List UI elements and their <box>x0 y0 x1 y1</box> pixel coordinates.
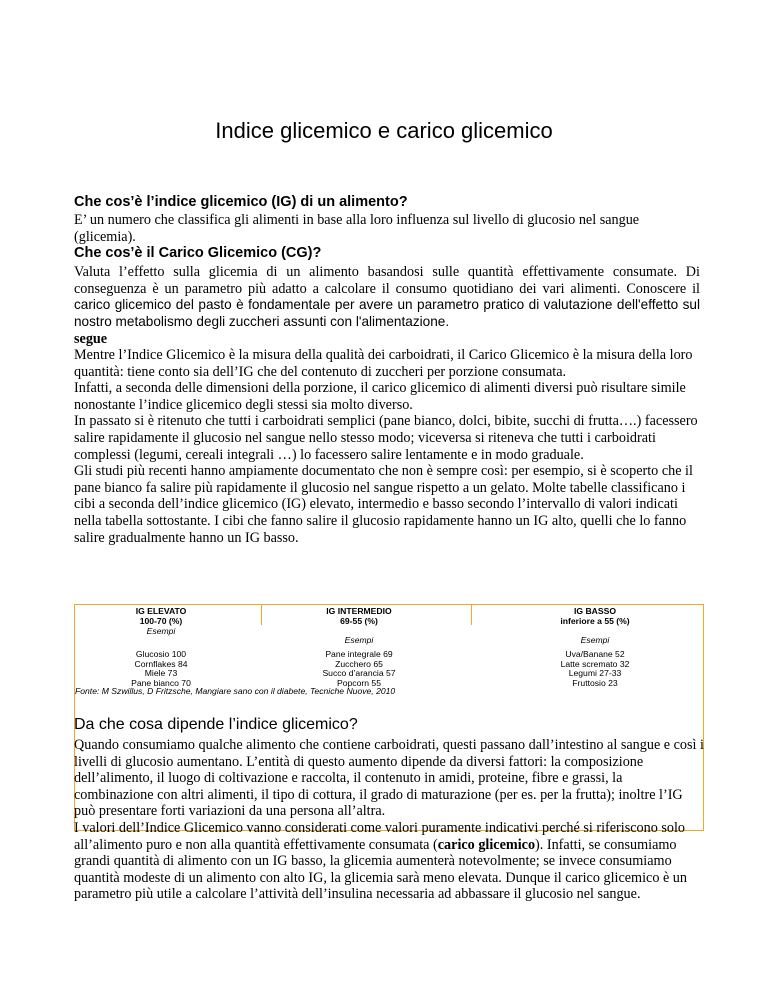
heading-what-is-gi: Che cos’è l’indice glicemico (IG) di un alimento? <box>74 194 408 210</box>
gi-item: Zucchero 65 <box>335 658 383 669</box>
gi-item: Succo d’arancia 57 <box>322 668 396 678</box>
paragraph-gi-definition: E’ un numero che classifica gli alimenti in base alla loro influenza sul livello di glucosio nel sangue (glicemia). <box>74 212 640 245</box>
paragraph-cg-definition <box>74 264 700 330</box>
gi-item: Glucosio 100 <box>135 649 187 659</box>
gi-items <box>75 650 247 688</box>
gi-item: Miele 73 <box>144 668 178 678</box>
gi-column-title: IG BASSO <box>573 606 617 616</box>
gi-column-header <box>261 607 457 626</box>
gi-item: Popcorn 55 <box>337 677 381 688</box>
document-title: Indice glicemico e carico glicemico <box>215 118 553 143</box>
gi-examples-label: Esempi <box>344 635 374 645</box>
gi-indicative-text-end: ). Infatti, se consumiamo grandi quantità di alimento con un IG basso, la glicemia aumenterà notevolmente; se invece consumiamo quantità modeste di un alimento con alto IG, la glicemia sarà meno elevata. Dunque il carico glicemico è un parametro più utile a calcolare l’attività dell’insulina necessaria ad abbassare il glucosio nel sangue. <box>74 836 687 903</box>
gi-items <box>261 650 457 688</box>
paragraph-portion-size: Infatti, a seconda delle dimensioni della porzione, il carico glicemico di alimenti diversi può risultare simile nonostante l’indice glicemico degli stessi sia molto diverso. <box>74 380 686 413</box>
gi-examples-label: Esempi <box>146 626 176 636</box>
gi-column-range: 100-70 (%) <box>139 615 183 626</box>
gi-examples-label: Esempi <box>580 635 610 645</box>
cg-definition-highlight: carico glicemico del pasto è fondamentale per avere un parametro pratico di valutazione dell'effetto sul nostro metabolismo degli zuccheri assunti con l'alimentazione. <box>74 297 700 329</box>
paragraph-gi-factors: Quando consumiamo qualche alimento che contiene carboidrati, questi passano dall’intestino al sangue e così i livelli di glucosio aumentano. L’entità di questo aumento dipende da diversi fattori: la composizione dell’alimento, il luogo di coltivazione e raccolta, il contenuto in amidi, proteine, fibre e grassi, la combinazione con altri alimenti, il tipo di cottura, il grado di maturazione (per es. per la frutta); inoltre l’IG può presentare forti variazioni da una persona all’altra. <box>74 737 704 820</box>
gi-indicative-bold: carico glicemico <box>437 836 536 853</box>
paragraph-past-beliefs: In passato si è ritenuto che tutti i carboidrati semplici (pane bianco, dolci, bibite, succhi di frutta….) facessero salire rapidamente il glucosio nel sangue nello stesso modo; viceversa si riteneva che tutti i carboidrati complessi (legumi, cereali integrali …) lo facessero salire lentamente e in modo graduale. <box>74 413 698 463</box>
paragraph-gi-vs-cg: Mentre l’Indice Glicemico è la misura della qualità dei carboidrati, il Carico Glicemico è la misura della loro quantità: tiene conto sia dell’IG che del contenuto di zuccheri per porzione consumata. <box>74 347 693 380</box>
heading-gi-factors: Da che cosa dipende l’indice glicemico? <box>74 716 358 733</box>
table-divider <box>471 605 472 625</box>
cg-definition-text: Valuta l’effetto sulla glicemia di un alimento basandosi sulle quantità effettivamente consumate. Di conseguenza è un parametro più adatto a calcolare il consumo quotidiano dei vari alimenti. Conoscere il <box>74 264 700 297</box>
gi-column-header <box>487 607 703 626</box>
gi-column-title: IG INTERMEDIO <box>326 606 392 616</box>
gi-column-title: IG ELEVATO <box>135 606 187 616</box>
table-source-note: Fonte: M Szwillus, D Fritzsche, Mangiare sano con il diabete, Tecniche Nuove, 2010 <box>75 686 396 696</box>
gi-item: Latte scremato 32 <box>560 658 630 669</box>
body-paragraphs <box>74 347 700 546</box>
gi-item: Pane bianco 70 <box>131 677 191 688</box>
gi-column-range: inferiore a 55 (%) <box>560 615 630 626</box>
paragraph-gi-indicative <box>74 820 704 903</box>
gi-item: Legumi 27-33 <box>568 668 622 678</box>
section-gi-factors-body <box>74 737 704 903</box>
heading-what-is-cg: Che cos’è il Carico Glicemico (CG)? <box>74 245 322 261</box>
gi-items <box>487 650 703 688</box>
gi-item: Cornflakes 84 <box>134 658 188 669</box>
paragraph-recent-studies: Gli studi più recenti hanno ampiamente documentato che non è sempre così: per esempio, si è scoperto che il pane bianco fa salire più rapidamente il glucosio nel sangue rispetto a un gelato. Molte tabelle classificano i cibi a seconda dell’indice glicemico (IG) elevato, intermedio e basso secondo l’intervallo di valori indicati nella tabella sottostante. I cibi che fanno salire il glucosio rapidamente hanno un IG alto, quelli che lo fanno salire gradualmente hanno un IG basso. <box>74 463 693 546</box>
gi-column-range: 69-55 (%) <box>340 615 378 626</box>
gi-item: Fruttosio 23 <box>572 677 618 688</box>
gi-item: Pane integrale 69 <box>325 649 393 659</box>
gi-column-high <box>75 605 247 688</box>
gi-table <box>74 604 704 695</box>
segue-label: segue <box>74 331 108 347</box>
gi-column-intermediate <box>261 605 457 688</box>
gi-column-header <box>75 607 247 626</box>
gi-column-low <box>487 605 703 688</box>
gi-item: Uva/Banane 52 <box>565 649 625 659</box>
gi-indicative-text: I valori dell’Indice Glicemico vanno considerati come valori puramente indicativi perché si riferiscono solo all’alimento puro e non alla quantità effettivamente consumata ( <box>74 819 686 853</box>
